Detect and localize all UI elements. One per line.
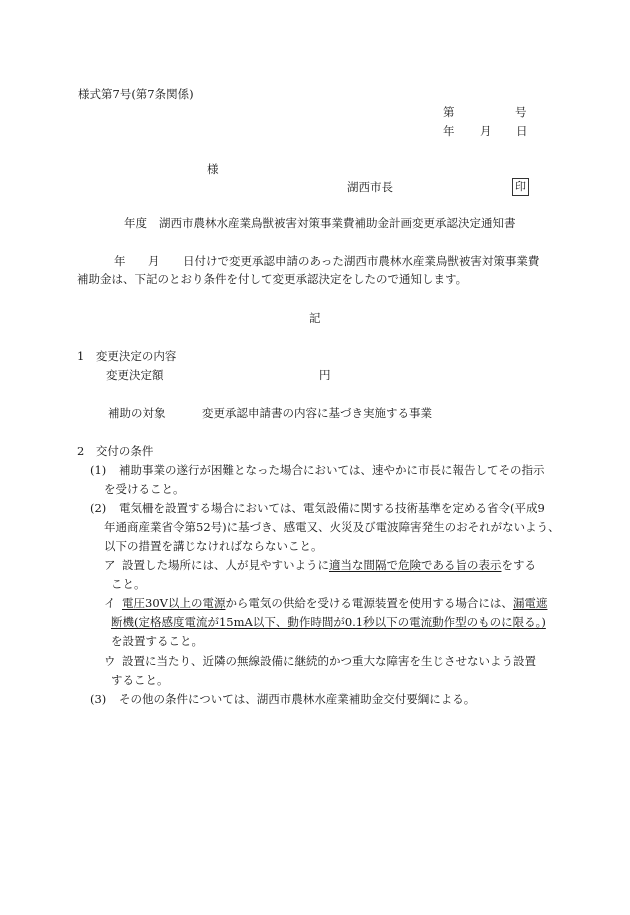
date-day: 日: [516, 124, 528, 138]
condition-2-line1: 電気柵を設置する場合においては、電気設備に関する技術基準を定める省令(平成9: [119, 501, 545, 515]
title-year-label: 年度: [124, 216, 147, 230]
sub-item-a-line2: こと。: [111, 577, 146, 591]
condition-1-number: (1): [90, 463, 107, 477]
amount-unit: 円: [319, 368, 331, 382]
sub-item-u-line1: 設置に当たり、近隣の無線設備に継続的かつ重大な障害を生じさせないよう設置: [122, 654, 536, 668]
intro-month: 月: [148, 254, 160, 268]
condition-2-line2: 年通商産業省令第52号)に基づき、感電又、火災及び電波障害発生のおそれがないよう、: [104, 520, 560, 534]
sub-item-i-underlined-3: 断機(定格感度電流が15mA以下、動作時間が0.1秒以下の電流動作型のものに限る。): [111, 615, 546, 629]
sub-item-u-label: ウ: [104, 654, 116, 668]
sub-item-i-line1: [122, 595, 547, 611]
intro-year: 年: [114, 254, 126, 268]
date-month: 月: [480, 124, 492, 138]
sub-item-i-mid: から電気の供給を受ける電源装置を使用する場合には、: [225, 596, 513, 610]
seal-mark: 印: [512, 178, 529, 196]
section1-heading: 1 変更決定の内容: [77, 349, 177, 363]
date-year: 年: [443, 124, 455, 138]
doc-number-prefix: 第: [443, 105, 455, 119]
doc-number-suffix: 号: [515, 105, 527, 119]
sub-item-i-underlined-1: 電圧30V以上の電源: [122, 596, 226, 610]
title-text: 湖西市農林水産業鳥獣被害対策事業費補助金計画変更承認決定通知書: [159, 216, 516, 230]
seal-box: [512, 178, 529, 196]
sub-item-i-line3: を設置すること。: [111, 634, 203, 648]
sub-item-i-line2: [111, 614, 546, 630]
sub-item-a-line1: [122, 557, 536, 573]
condition-3-number: (3): [90, 692, 107, 706]
ki-heading: 記: [309, 311, 321, 325]
target-value: 変更承認申請書の内容に基づき実施する事業: [202, 406, 432, 420]
intro-line2: 補助金は、下記のとおり条件を付して変更承認決定をしたので通知します。: [77, 272, 468, 286]
sub-item-a-post: をする: [501, 558, 536, 572]
addressee-suffix: 様: [207, 162, 219, 176]
condition-1-line1: 補助事業の遂行が困難となった場合においては、速やかに市長に報告してその指示: [119, 463, 545, 477]
sub-item-a-pre: 設置した場所には、人が見やすいように: [122, 558, 329, 572]
amount-label: 変更決定額: [106, 368, 164, 382]
sub-item-i-label: イ: [104, 596, 116, 610]
issuer-name: 湖西市長: [347, 180, 393, 194]
sub-item-a-underlined: 適当な間隔で危険である旨の表示: [329, 558, 502, 572]
sub-item-i-underlined-2: 漏電遮: [512, 596, 548, 610]
sub-item-u-line2: すること。: [111, 673, 169, 687]
section2-heading: 2 交付の条件: [77, 444, 154, 458]
intro-line1: 日付けで変更承認申請のあった湖西市農林水産業鳥獣被害対策事業費: [183, 254, 540, 268]
form-number: 様式第7号(第7条関係): [78, 87, 194, 101]
sub-item-a-label: ア: [104, 558, 116, 572]
condition-1-line2: を受けること。: [104, 482, 185, 496]
condition-2-line3: 以下の措置を講じなければならないこと。: [104, 539, 323, 553]
target-label: 補助の対象: [108, 406, 166, 420]
condition-3-text: その他の条件については、湖西市農林水産業補助金交付要綱による。: [119, 692, 476, 706]
notice-title: [124, 215, 516, 231]
condition-2-number: (2): [90, 501, 107, 515]
